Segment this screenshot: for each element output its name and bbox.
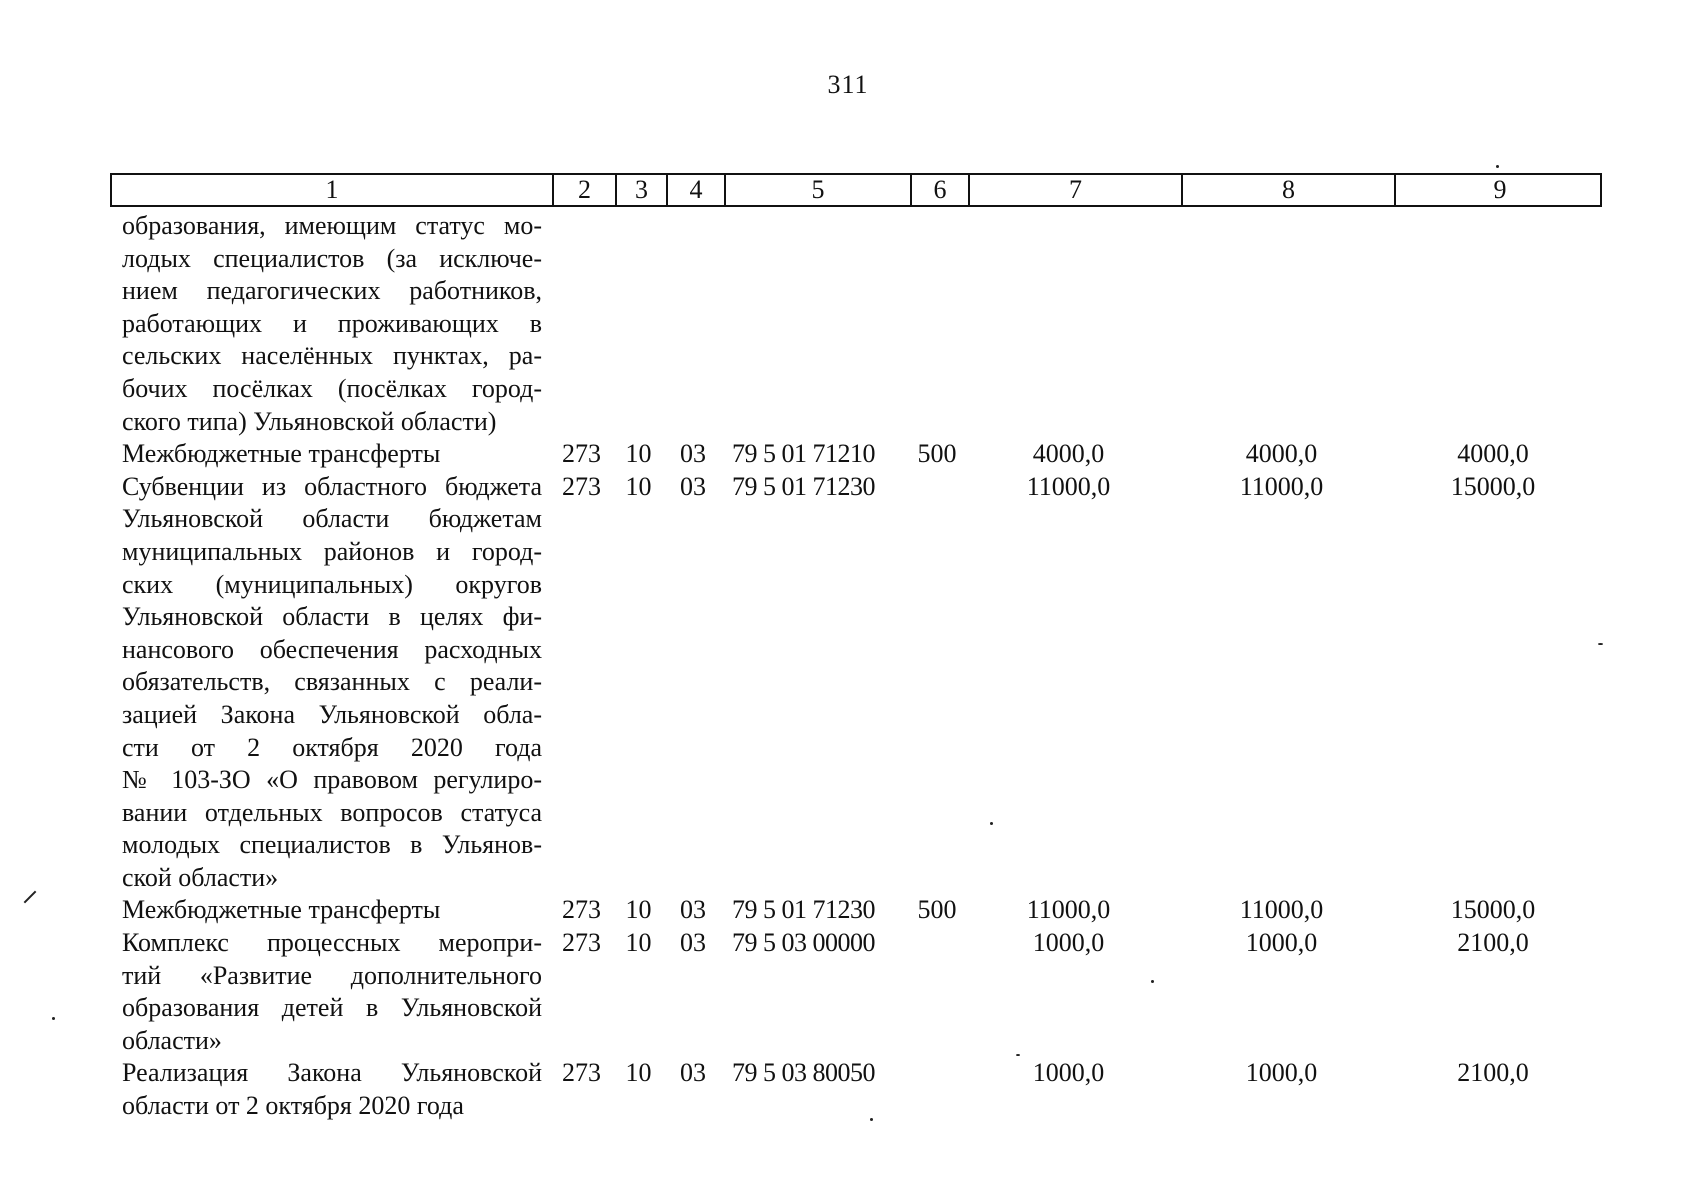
admin-code: 273 bbox=[562, 928, 601, 958]
table-row bbox=[110, 471, 1602, 895]
amount-col-8: 11000,0 bbox=[1239, 895, 1324, 925]
description-line: области от 2 октября 2020 года bbox=[122, 1091, 464, 1121]
scan-speck bbox=[1151, 980, 1154, 983]
amount-col-9: 2100,0 bbox=[1457, 928, 1529, 958]
scan-speck bbox=[1496, 165, 1499, 168]
header-col-6: 6 bbox=[910, 175, 968, 205]
description-line: ского типа) Ульяновской области) bbox=[122, 406, 497, 436]
admin-code: 273 bbox=[562, 439, 601, 469]
expense-type-code: 500 bbox=[917, 439, 957, 469]
section-code: 10 bbox=[625, 895, 652, 925]
target-article-code bbox=[722, 210, 908, 438]
section-code: 10 bbox=[625, 471, 652, 501]
page-number: 311 bbox=[827, 70, 869, 99]
description-line: сти от 2 октября 2020 года bbox=[122, 732, 542, 762]
description-line: молодых специалистов в Ульянов- bbox=[122, 830, 542, 860]
header-col-1: 1 bbox=[325, 175, 339, 204]
table-header bbox=[110, 173, 1602, 207]
scan-speck bbox=[1016, 1054, 1020, 1056]
description-line: Ульяновской области в целях фи- bbox=[122, 602, 542, 632]
table-row bbox=[110, 1057, 1602, 1122]
amount-col-8 bbox=[1179, 210, 1392, 438]
amount-col-8: 1000,0 bbox=[1245, 1058, 1318, 1088]
scan-speck bbox=[1598, 643, 1603, 645]
header-col-7: 7 bbox=[968, 175, 1181, 205]
subsection-code bbox=[664, 210, 722, 438]
description-line: Ульяновской области бюджетам bbox=[122, 504, 542, 534]
table-row bbox=[110, 438, 1602, 471]
admin-code bbox=[550, 210, 613, 438]
expense-type-code bbox=[908, 1057, 966, 1122]
amount-col-9: 15000,0 bbox=[1450, 895, 1536, 925]
amount-col-7: 1000,0 bbox=[1032, 928, 1105, 958]
admin-code: 273 bbox=[562, 895, 601, 925]
header-col-3: 3 bbox=[615, 175, 666, 205]
header-col-2: 2 bbox=[552, 175, 615, 205]
description-line: тий «Развитие дополнительного bbox=[122, 960, 542, 990]
target-article-code: 79 5 01 71230 bbox=[732, 895, 875, 925]
subsection-code: 03 bbox=[680, 928, 706, 958]
description-line: области» bbox=[122, 1025, 222, 1055]
amount-col-9: 15000,0 bbox=[1450, 471, 1536, 501]
header-col-8: 8 bbox=[1181, 175, 1394, 205]
target-article-code: 79 5 01 71230 bbox=[732, 471, 875, 501]
row-description bbox=[110, 894, 550, 927]
description-line: Субвенции из областного бюджета bbox=[122, 471, 542, 501]
header-col-9: 9 bbox=[1394, 175, 1604, 205]
scan-speck bbox=[990, 822, 993, 825]
description-line: ской области» bbox=[122, 862, 279, 892]
description-line: Комплекс процессных меропри- bbox=[122, 928, 542, 958]
description-line: № 103-ЗО «О правовом регулиро- bbox=[122, 765, 542, 795]
section-code: 10 bbox=[625, 928, 652, 958]
row-description bbox=[110, 1057, 550, 1122]
expense-type-code bbox=[908, 471, 966, 895]
admin-code: 273 bbox=[562, 1058, 601, 1088]
table-row bbox=[110, 927, 1602, 1057]
amount-col-7 bbox=[966, 210, 1179, 438]
row-description bbox=[110, 438, 550, 471]
description-line: лодых специалистов (за исключе- bbox=[122, 243, 542, 273]
description-line: зацией Закона Ульяновской обла- bbox=[122, 699, 542, 729]
amount-col-8: 4000,0 bbox=[1245, 439, 1318, 469]
section-code: 10 bbox=[625, 439, 652, 469]
scan-speck bbox=[870, 1118, 873, 1121]
row-description bbox=[110, 210, 550, 438]
description-line: Межбюджетные трансферты bbox=[122, 895, 441, 925]
expense-type-code: 500 bbox=[917, 895, 957, 925]
description-line: Межбюджетные трансферты bbox=[122, 439, 441, 469]
amount-col-7: 1000,0 bbox=[1032, 1058, 1105, 1088]
header-col-4: 4 bbox=[666, 175, 724, 205]
amount-col-8: 1000,0 bbox=[1245, 928, 1318, 958]
subsection-code: 03 bbox=[680, 471, 706, 501]
subsection-code: 03 bbox=[680, 895, 706, 925]
scan-speck bbox=[52, 1017, 55, 1020]
target-article-code: 79 5 01 71210 bbox=[732, 439, 875, 469]
section-code bbox=[613, 210, 664, 438]
admin-code: 273 bbox=[562, 471, 601, 501]
description-line: нием педагогических работников, bbox=[122, 276, 542, 306]
description-line: образования, имеющим статус мо- bbox=[122, 211, 542, 240]
description-line: ских (муниципальных) округов bbox=[122, 569, 542, 599]
description-line: образования детей в Ульяновской bbox=[122, 993, 542, 1023]
subsection-code: 03 bbox=[680, 439, 706, 469]
description-line: Реализация Закона Ульяновской bbox=[122, 1058, 542, 1088]
header-col-5: 5 bbox=[724, 175, 910, 205]
target-article-code: 79 5 03 00000 bbox=[732, 928, 875, 958]
description-line: муниципальных районов и город- bbox=[122, 536, 542, 566]
table-row bbox=[110, 894, 1602, 927]
description-line: сельских населённых пунктах, ра- bbox=[122, 341, 542, 371]
target-article-code: 79 5 03 80050 bbox=[732, 1058, 875, 1088]
table-row bbox=[110, 210, 1602, 438]
amount-col-9: 2100,0 bbox=[1457, 1058, 1529, 1088]
section-code: 10 bbox=[625, 1058, 652, 1088]
description-line: нансового обеспечения расходных bbox=[122, 634, 542, 664]
amount-col-9: 4000,0 bbox=[1457, 439, 1529, 469]
description-line: обязательств, связанных с реали- bbox=[122, 667, 542, 697]
amount-col-7: 11000,0 bbox=[1026, 471, 1111, 501]
amount-col-7: 11000,0 bbox=[1026, 895, 1111, 925]
amount-col-9 bbox=[1392, 210, 1602, 438]
subsection-code: 03 bbox=[680, 1058, 706, 1088]
amount-col-7: 4000,0 bbox=[1032, 439, 1105, 469]
expense-type-code bbox=[908, 210, 966, 438]
description-line: вании отдельных вопросов статуса bbox=[122, 797, 542, 827]
table-body bbox=[110, 210, 1602, 1123]
expense-type-code bbox=[908, 927, 966, 1057]
scan-mark bbox=[24, 891, 37, 904]
description-line: работающих и проживающих в bbox=[122, 308, 542, 338]
row-description bbox=[110, 927, 550, 1057]
description-line: бочих посёлках (посёлках город- bbox=[122, 373, 542, 403]
amount-col-8: 11000,0 bbox=[1239, 471, 1324, 501]
row-description bbox=[110, 471, 550, 895]
